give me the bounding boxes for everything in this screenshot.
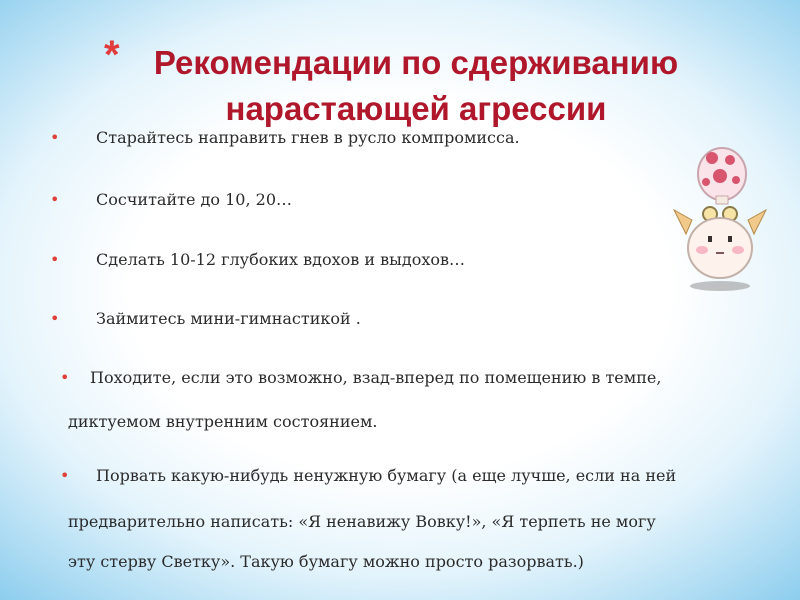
- list-item-line: Походите, если это возможно, взад-вперед по помещению в темпе,: [90, 368, 662, 387]
- list-item-line: предварительно написать: «Я ненавижу Вовку!», «Я терпеть не могу: [68, 512, 656, 531]
- list-item-line: эту стерву Светку». Такую бумагу можно просто разорвать.): [68, 552, 584, 571]
- list-item: Сосчитайте до 10, 20…: [96, 190, 292, 209]
- bullet-icon: •: [60, 368, 70, 387]
- list-item: Старайтесь направить гнев в русло компромисса.: [96, 128, 520, 147]
- list-item-line: Порвать какую-нибудь ненужную бумагу (а еще лучше, если на ней: [96, 466, 677, 485]
- title-star-marker: *: [104, 33, 120, 77]
- bullet-icon: •: [50, 128, 60, 147]
- bullet-icon: •: [50, 250, 60, 269]
- bullet-icon: •: [50, 309, 60, 328]
- list-item: Займитесь мини-гимнастикой .: [96, 309, 361, 328]
- title-line-1: Рекомендации по сдерживанию: [153, 44, 679, 81]
- list-item: Сделать 10-12 глубоких вдохов и выдохов…: [96, 250, 466, 269]
- mushroom-mascot-icon: [672, 138, 768, 298]
- bullet-icon: •: [60, 466, 70, 485]
- bullet-icon: •: [50, 190, 60, 209]
- list-item-line: диктуемом внутренним состоянием.: [68, 412, 378, 431]
- title-line-2: нарастающей агрессии: [225, 90, 607, 127]
- slide-title: [96, 33, 736, 132]
